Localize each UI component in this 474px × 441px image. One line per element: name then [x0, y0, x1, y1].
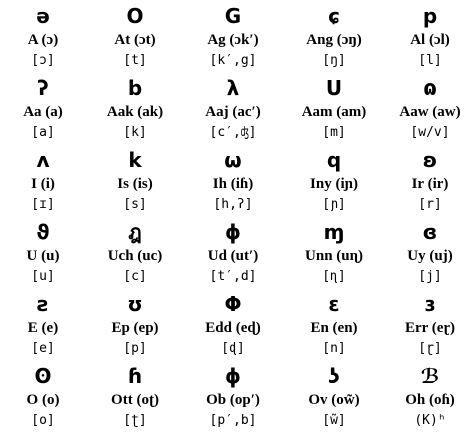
letter-pronunciation: [k′,g]: [209, 53, 257, 68]
letter-pronunciation: [ɳ]: [322, 269, 346, 284]
letter-glyph: q: [326, 148, 342, 172]
letter-cell: [86, 76, 184, 148]
letter-pronunciation: [ɪ]: [31, 197, 55, 212]
letter-cell: [282, 292, 386, 364]
letter-pronunciation: [p′,b]: [209, 413, 257, 428]
letter-glyph: ɦ: [127, 364, 143, 388]
letter-cell: [282, 76, 386, 148]
letter-cell: [184, 148, 282, 220]
letter-name: Ep (ep): [111, 320, 159, 336]
letter-cell: [86, 220, 184, 292]
letter-cell: [386, 220, 474, 292]
letter-name: Ih (iɦ): [212, 176, 254, 192]
letter-glyph: ƨ: [37, 292, 49, 316]
letter-pronunciation: [ɲ]: [322, 197, 346, 212]
letter-pronunciation: [u]: [31, 269, 55, 284]
letter-glyph: k: [128, 148, 142, 172]
letter-pronunciation: [ŋ]: [322, 53, 346, 68]
letter-glyph: λ: [226, 76, 240, 100]
letter-cell: [386, 76, 474, 148]
letter-glyph: O: [126, 4, 144, 28]
letter-pronunciation: [j]: [418, 269, 442, 284]
letter-cell: [386, 148, 474, 220]
letter-cell: [86, 148, 184, 220]
letter-glyph: ϕ: [225, 220, 241, 244]
letter-cell: [282, 220, 386, 292]
letter-name: Ob (op′): [206, 392, 260, 408]
letter-pronunciation: [p]: [123, 341, 147, 356]
letter-pronunciation: [t]: [123, 53, 147, 68]
letter-name: Is (is): [117, 176, 153, 192]
letter-pronunciation: [ɽ]: [418, 341, 442, 356]
letter-name: Aam (am): [301, 104, 367, 120]
letter-glyph: ʘ: [34, 364, 52, 388]
letter-pronunciation: [r]: [418, 197, 442, 212]
letter-glyph: G: [224, 4, 242, 28]
letter-name: Ott (oʈ): [111, 392, 159, 408]
letter-name: Ov (ow̃): [308, 392, 360, 408]
letter-glyph: ϑ: [36, 220, 50, 244]
letter-cell: [184, 76, 282, 148]
letter-pronunciation: [k]: [123, 125, 147, 140]
letter-name: At (ɔt): [114, 32, 156, 48]
letter-pronunciation: [w/v]: [410, 125, 450, 140]
letter-glyph: ɜ: [424, 292, 436, 316]
letter-glyph: ω: [224, 148, 242, 172]
letter-glyph: ʊ: [127, 292, 143, 316]
letter-pronunciation: [ɖ]: [221, 341, 245, 356]
letter-cell: [86, 364, 184, 436]
letter-name: Oh (oɦ): [405, 392, 455, 408]
letter-pronunciation: [ʈ]: [123, 413, 147, 428]
letter-cell: [0, 364, 86, 436]
letter-name: Err (eɽ): [404, 320, 456, 336]
letter-cell: [386, 4, 474, 76]
letter-cell: [282, 364, 386, 436]
letter-pronunciation: [w̃]: [322, 413, 346, 428]
letter-glyph: p: [422, 4, 438, 28]
letter-pronunciation: [c′,ʤ]: [209, 125, 257, 140]
letter-pronunciation: [c]: [123, 269, 147, 284]
letter-name: Aaj (ac′): [205, 104, 261, 120]
letter-pronunciation: [o]: [31, 413, 55, 428]
letter-name: Ud (ut′): [207, 248, 259, 264]
letter-cell: [0, 220, 86, 292]
letter-name: En (en): [310, 320, 358, 336]
letter-glyph: ɱ: [323, 220, 345, 244]
letter-name: Iny (iɲ): [310, 176, 358, 192]
letter-pronunciation: [a]: [31, 125, 55, 140]
letter-pronunciation: (K)ʰ: [414, 413, 446, 428]
letter-cell: [184, 220, 282, 292]
letter-name: Aaw (aw): [399, 104, 461, 120]
letter-glyph: ɕ: [328, 4, 340, 28]
letter-cell: [282, 148, 386, 220]
letter-cell: [0, 76, 86, 148]
letter-cell: [0, 148, 86, 220]
letter-name: Unn (uɳ): [305, 248, 363, 264]
letter-name: I (i): [31, 176, 55, 192]
letter-cell: [386, 364, 474, 436]
letter-pronunciation: [ɔ]: [31, 53, 55, 68]
letter-glyph: ʚ: [422, 148, 438, 172]
letter-name: Uch (uc): [107, 248, 163, 264]
letter-glyph: ɸ: [225, 364, 241, 388]
letter-pronunciation: [l]: [418, 53, 442, 68]
letter-glyph: U: [325, 76, 343, 100]
letter-name: Al (ɔl): [410, 32, 450, 48]
letter-glyph: ʌ: [36, 148, 50, 172]
letter-glyph: Φ: [224, 292, 242, 316]
letter-cell: [0, 4, 86, 76]
letter-glyph: ʖ: [328, 364, 340, 388]
letter-pronunciation: [n]: [322, 341, 346, 356]
letter-pronunciation: [t′,d]: [209, 269, 257, 284]
alphabet-chart: [0, 4, 474, 436]
letter-name: Aa (a): [23, 104, 63, 120]
letter-glyph: b: [127, 76, 143, 100]
letter-cell: [282, 4, 386, 76]
letter-cell: [184, 4, 282, 76]
letter-glyph: ʔ: [37, 76, 49, 100]
letter-pronunciation: [m]: [322, 125, 346, 140]
letter-cell: [386, 292, 474, 364]
letter-cell: [184, 292, 282, 364]
letter-name: E (e): [27, 320, 59, 336]
letter-pronunciation: [e]: [31, 341, 55, 356]
letter-glyph: ɛ: [328, 292, 340, 316]
letter-cell: [0, 292, 86, 364]
letter-cell: [86, 4, 184, 76]
letter-name: O (o): [26, 392, 60, 408]
letter-name: Uy (uj): [407, 248, 453, 264]
letter-name: Edd (eɖ): [205, 320, 261, 336]
letter-name: Ang (ɔŋ): [306, 32, 362, 48]
letter-name: Ag (ɔk′): [207, 32, 259, 48]
letter-glyph: ɞ: [422, 220, 438, 244]
letter-name: U (u): [26, 248, 60, 264]
letter-glyph: ɷ: [423, 76, 437, 100]
letter-pronunciation: [h,ʔ]: [213, 197, 253, 212]
letter-cell: [184, 364, 282, 436]
letter-cell: [86, 292, 184, 364]
letter-glyph: ə: [36, 4, 50, 28]
letter-name: A (ɔ): [27, 32, 59, 48]
letter-name: Aak (ak): [106, 104, 164, 120]
letter-glyph: ℬ: [420, 364, 440, 388]
letter-name: Ir (ir): [411, 176, 449, 192]
letter-pronunciation: [s]: [123, 197, 147, 212]
letter-glyph: ฎ: [128, 220, 142, 244]
